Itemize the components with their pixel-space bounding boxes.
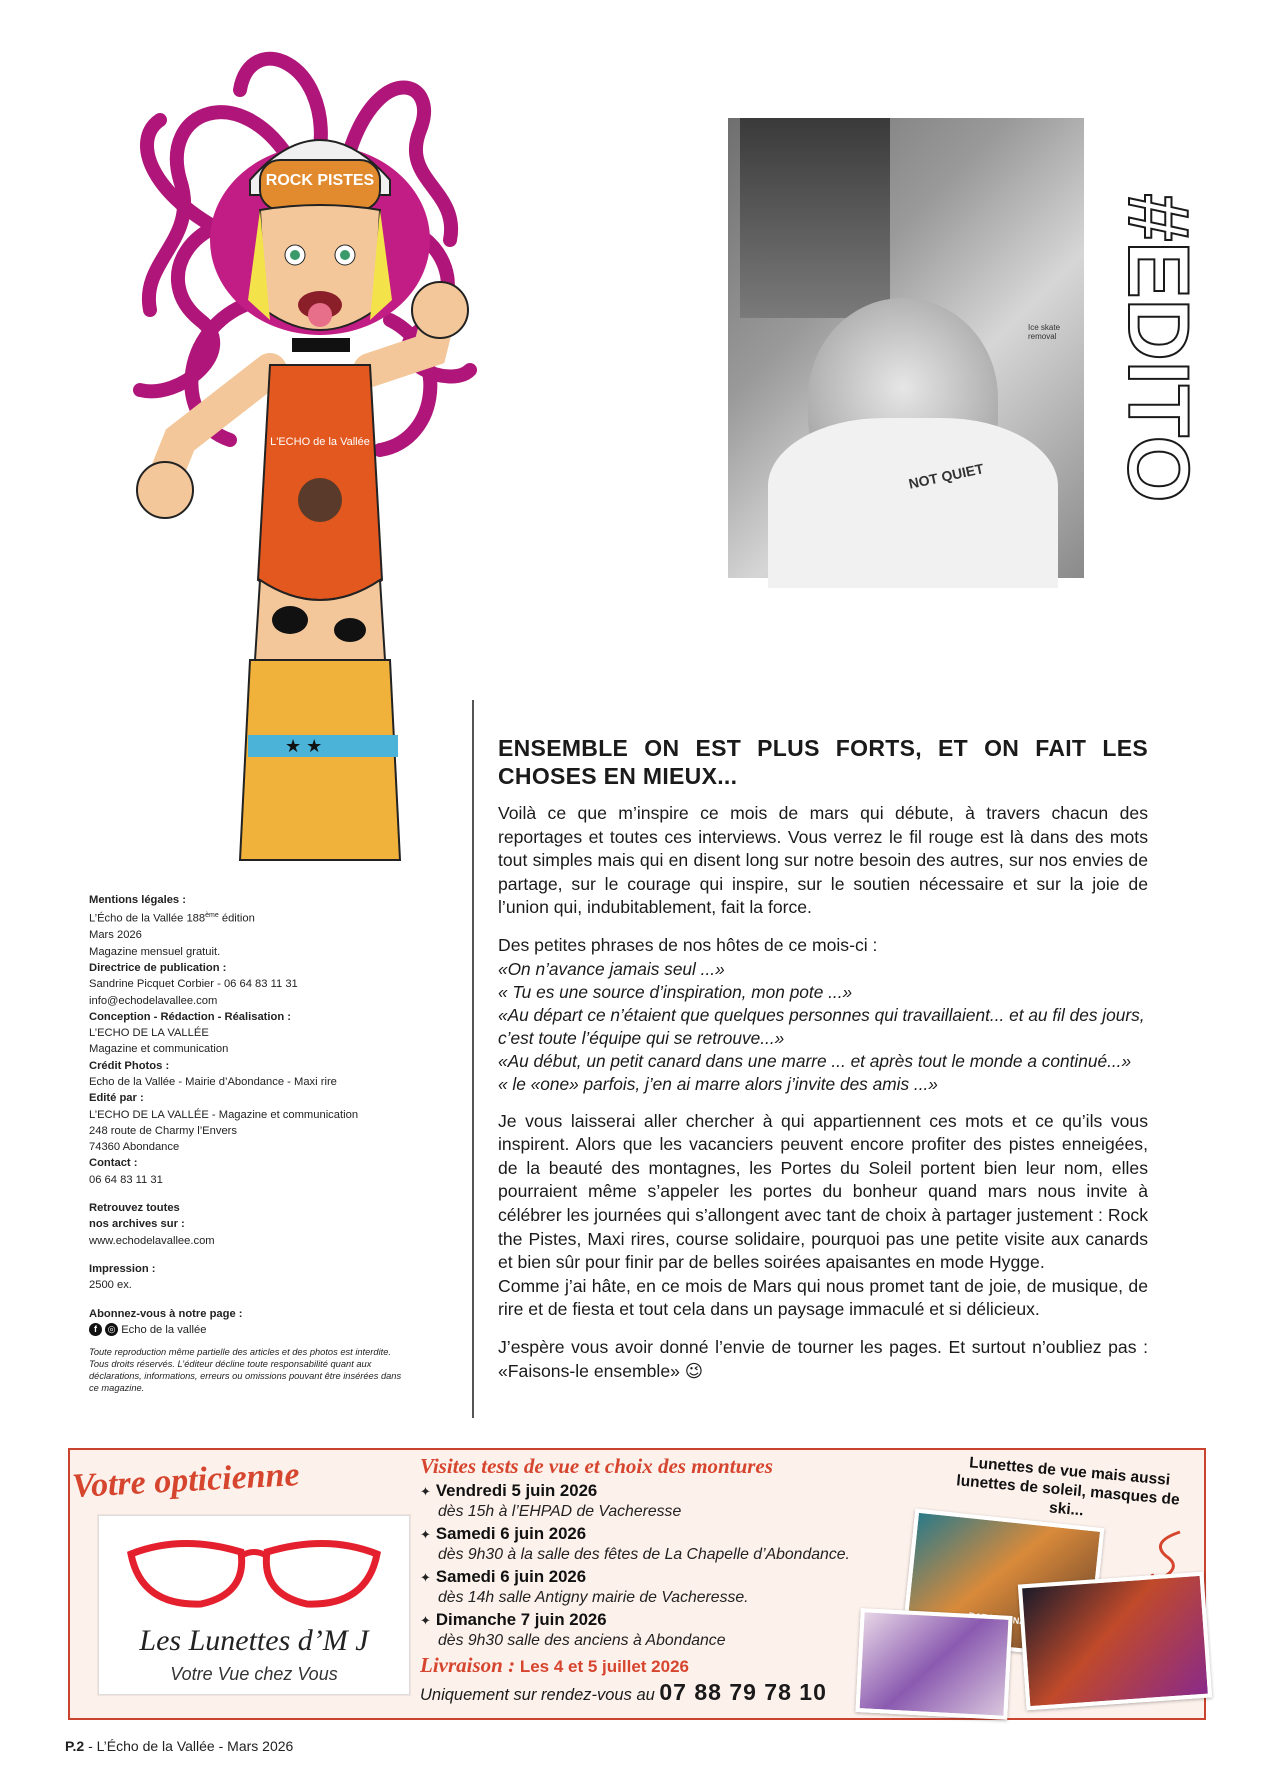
star-icon: ✦ bbox=[420, 1527, 431, 1542]
shirt-text: L'ECHO de la Vallée bbox=[270, 436, 370, 448]
social-name: Echo de la vallée bbox=[121, 1323, 207, 1336]
editorial-paragraph-2: Je vous laisserai aller chercher à qui appartiennent ces mots et ce qu’ils vous inspirent. Alors que les vacanciers peuvent encore profiter des pistes enneigées, de la beauté des montagnes, les Portes du Soleil portent bien leur nom, elles pourraient même s’appeler les portes du bonheur quand mars nous invite à célébrer les journées qui s’allongent avec tant de choix à partager justement : Rock the Pistes, Maxi rires, course solidaire, pourquoi pas une petite visite aux canards et bien sûr pour finir par de belles soirées apaisantes en mode Hygge. bbox=[498, 1110, 1148, 1273]
delivery-dates: Les 4 et 5 juillet 2026 bbox=[519, 1657, 689, 1676]
editorial-title: ENSEMBLE ON EST PLUS FORTS, ET ON FAIT LES CHOSES EN MIEUX... bbox=[498, 735, 1148, 789]
visits-title: Visites tests de vue et choix des montures bbox=[420, 1454, 773, 1478]
quotes-lead: Des petites phrases de nos hôtes de ce mois-ci : bbox=[498, 934, 878, 955]
quote-item: «Au début, un petit canard dans une marre ... et après tout le monde a continué...» bbox=[498, 1050, 1132, 1071]
photo-sign: Ice skate removal bbox=[1028, 323, 1061, 341]
editorial-paragraph-3: Comme j’ai hâte, en ce mois de Mars qui nous promet tant de joie, de musique, de rire et de fiesta et tout cela dans un paysage immaculé et si délicieux. bbox=[498, 1275, 1148, 1320]
hoodie-text: NOT QUIET bbox=[907, 460, 986, 492]
star-icon: ✦ bbox=[420, 1570, 431, 1585]
photo-skates bbox=[740, 118, 890, 318]
logo-tagline: Votre Vue chez Vous bbox=[170, 1664, 338, 1684]
visit-place: dès 9h30 salle des anciens à Abondance bbox=[438, 1632, 726, 1649]
conception-label: Conception - Rédaction - Réalisation : bbox=[89, 1010, 292, 1023]
footer-text: - L’Écho de la Vallée - Mars 2026 bbox=[84, 1738, 294, 1754]
glasses-note: Lunettes de vue mais aussi lunettes de soleil, masques de ski... bbox=[955, 1454, 1181, 1520]
glasses-icon bbox=[121, 1534, 387, 1614]
editor-photo bbox=[728, 118, 1084, 578]
page-number: P.2 bbox=[65, 1738, 85, 1754]
edition-line: L’Écho de la Vallée 188ème édition bbox=[89, 912, 255, 926]
visit-date: ✦ Samedi 6 juin 2026 bbox=[420, 1567, 587, 1586]
magazine-desc: Magazine mensuel gratuit. bbox=[89, 945, 221, 958]
visit-place: dès 9h30 à la salle des fêtes de La Chapelle d’Abondance. bbox=[438, 1546, 850, 1563]
editorial bbox=[498, 734, 1148, 1397]
logo-name: Les Lunettes d’M J bbox=[139, 1624, 369, 1657]
visit-date: ✦ Samedi 6 juin 2026 bbox=[420, 1524, 587, 1543]
legal-disclaimer: Toute reproduction même partielle des articles et des photos est interdite. Tous droits réservés. L’éditeur décline toute responsabilité quant aux déclarations, informations, erreurs ou omissions pouvant être insérées dans ce magazine. bbox=[89, 1347, 402, 1394]
editor-label: Edité par : bbox=[89, 1092, 144, 1105]
visit-place: dès 14h salle Antigny mairie de Vacheresse. bbox=[438, 1589, 749, 1606]
archives-label-2: nos archives sur : bbox=[89, 1218, 185, 1231]
social-row[interactable] bbox=[89, 1322, 411, 1338]
delivery-label: Livraison : bbox=[420, 1653, 516, 1677]
legal-mentions bbox=[89, 892, 411, 1394]
column-divider bbox=[472, 700, 474, 1418]
conception-line-2: Magazine et communication bbox=[89, 1043, 229, 1056]
photo-hoodie bbox=[768, 418, 1058, 588]
facebook-icon[interactable]: f bbox=[89, 1323, 102, 1336]
quote-item: « Tu es une source d’inspiration, mon pote ...» bbox=[498, 981, 853, 1002]
page-footer bbox=[65, 1738, 293, 1754]
editor-line-2: 248 route de Charmy l’Envers bbox=[89, 1124, 237, 1137]
director-name: Sandrine Picquet Corbier - 06 64 83 11 31 bbox=[89, 978, 298, 991]
edito-word-text: #EDITO bbox=[1110, 193, 1206, 503]
appointment-phone[interactable]: 07 88 79 78 10 bbox=[659, 1679, 827, 1705]
optician-logo bbox=[98, 1515, 410, 1695]
editorial-paragraph-1: Voilà ce que m’inspire ce mois de mars qui débute, à travers chacun des reportages et toutes ces interviews. Vous verrez le fil rouge est là dans des mots tout simples mais qui en disent long sur notre besoin des autres, sur nos envies de partage, sur le courage qui inspire, sur le soutien nécessaire et sur la joie de l’union qui, indubitablement, fait la force. bbox=[498, 803, 1148, 918]
print-count: 2500 ex. bbox=[89, 1279, 132, 1292]
mentions-label: Mentions légales : bbox=[89, 894, 186, 906]
subscribe-label: Abonnez-vous à notre page : bbox=[89, 1307, 243, 1320]
director-label: Directrice de publication : bbox=[89, 961, 227, 974]
edito-vertical-word bbox=[1084, 118, 1206, 578]
visit-date: ✦ Dimanche 7 juin 2026 bbox=[420, 1610, 607, 1629]
product-photo-ski-mask bbox=[1018, 1572, 1212, 1711]
visit-place: dès 15h à l’EHPAD de Vacheresse bbox=[438, 1503, 682, 1520]
photos-credit: Echo de la Vallée - Mairie d’Abondance - Maxi rire bbox=[89, 1076, 337, 1088]
archives-label-1: Retrouvez toutes bbox=[89, 1202, 180, 1215]
conception-line-1: L’ECHO DE LA VALLÉE bbox=[89, 1027, 209, 1040]
edition-month: Mars 2026 bbox=[89, 929, 142, 942]
star-icon: ✦ bbox=[420, 1613, 431, 1628]
svg-text:★ ★: ★ ★ bbox=[285, 736, 323, 756]
editorial-paragraph-4: J’espère vous avoir donné l’envie de tourner les pages. Et surtout n’oubliez pas : «Faisons-le ensemble» 😉 bbox=[498, 1336, 1148, 1381]
editor-line-3: 74360 Abondance bbox=[89, 1141, 180, 1154]
photos-label: Crédit Photos : bbox=[89, 1059, 170, 1072]
ad-title: Votre opticienne bbox=[71, 1456, 301, 1505]
helmet-text: ROCK PISTES bbox=[265, 172, 375, 189]
mascot-illustration bbox=[120, 20, 480, 860]
contact-email[interactable]: info@echodelavallee.com bbox=[89, 994, 218, 1007]
appointment-text: Uniquement sur rendez-vous au bbox=[420, 1686, 655, 1704]
quote-item: «On n’avance jamais seul ...» bbox=[498, 958, 725, 979]
editor-line-1: L’ECHO DE LA VALLÉE - Magazine et communication bbox=[89, 1108, 359, 1121]
contact-label: Contact : bbox=[89, 1157, 138, 1170]
quote-item: « le «one» parfois, j’en ai marre alors j’invite des amis ...» bbox=[498, 1073, 938, 1094]
print-label: Impression : bbox=[89, 1262, 156, 1275]
product-photo-sunglasses bbox=[855, 1608, 1012, 1720]
quote-item: «Au départ ce n’étaient que quelques personnes qui travaillaient... et au fil des jours, c’est toute l’équipe qui se retrouve...» bbox=[498, 1004, 1145, 1048]
contact-phone: 06 64 83 11 31 bbox=[89, 1173, 163, 1186]
star-icon: ✦ bbox=[420, 1484, 431, 1499]
instagram-icon[interactable]: ◎ bbox=[105, 1323, 118, 1336]
visit-date: ✦ Vendredi 5 juin 2026 bbox=[420, 1481, 598, 1500]
archives-url[interactable]: www.echodelavallee.com bbox=[89, 1234, 215, 1247]
